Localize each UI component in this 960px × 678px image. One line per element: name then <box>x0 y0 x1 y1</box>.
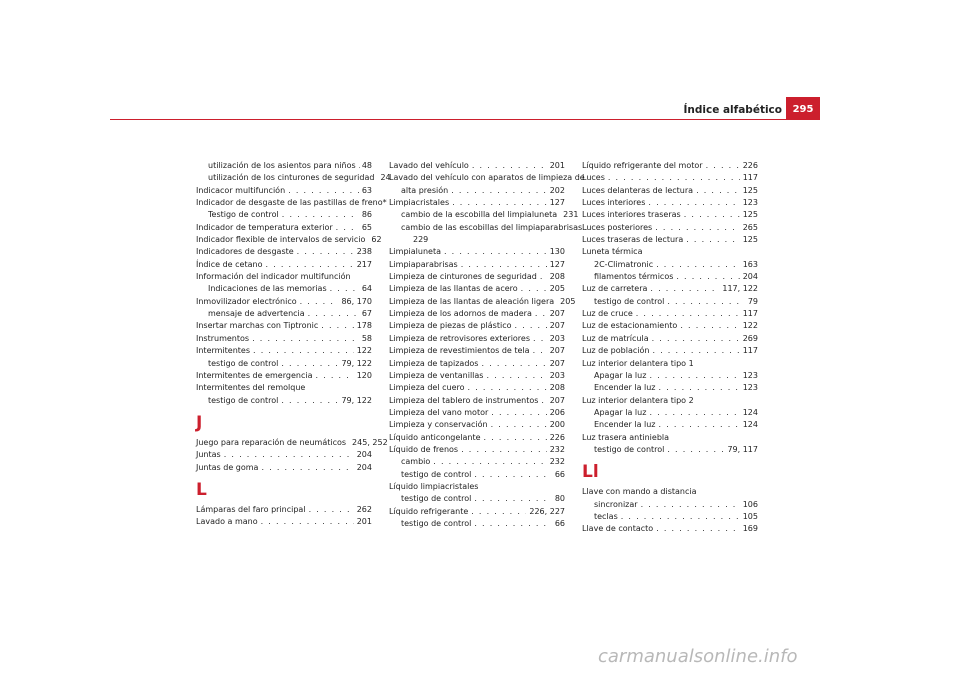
index-entry: Juntas . . . 204 <box>196 449 372 461</box>
index-entry: Luz de carretera . . . 117, 122 <box>582 283 758 295</box>
index-column-1 <box>196 160 391 529</box>
index-heading: Información del indicador multifunción <box>196 272 351 282</box>
index-page-ref: 229 <box>413 235 429 245</box>
index-heading: Lavado del vehículo con aparatos de limpieza de <box>389 173 585 183</box>
index-entry: Instrumentos . . . 58 <box>196 333 372 345</box>
index-heading: Luz trasera antiniebla <box>582 432 670 442</box>
section-letter-ll: Ll <box>582 462 599 483</box>
index-entry: Líquido anticongelante . . . 226 <box>389 432 565 444</box>
index-entry: Limpieza del tablero de instrumentos . . . 207 <box>389 395 565 407</box>
index-heading: Luneta térmica <box>582 247 643 257</box>
index-entry: Luces . . . 117 <box>582 172 758 184</box>
index-column-2 <box>389 160 588 530</box>
index-entry: cambio de la escobilla del limpialuneta 231 <box>401 210 579 220</box>
index-entry: Limpieza de ventanillas . . . 203 <box>389 370 565 382</box>
index-entry: testigo de control . . . 79 <box>582 296 758 308</box>
index-entry: utilización de los asientos para niños . . . 48 <box>196 160 372 172</box>
index-entry: Limpialuneta . . . 130 <box>389 246 565 258</box>
index-entry: Indicacor multifunción . . . 63 <box>196 185 372 197</box>
header-divider <box>110 119 820 120</box>
section-letter-l: L <box>196 479 207 500</box>
index-entry: Lámparas del faro principal . . . 262 <box>196 504 372 516</box>
index-entry: Luces traseras de lectura . . . 125 <box>582 234 758 246</box>
index-entry: testigo de control . . . 80 <box>389 493 565 505</box>
index-entry: Limpieza de retrovisores exteriores . . . 203 <box>389 333 565 345</box>
index-entry: Limpieza de piezas de plástico . . . 207 <box>389 320 565 332</box>
index-entry: Testigo de control . . . 86 <box>196 209 372 221</box>
index-column-3 <box>582 160 758 536</box>
index-entry: testigo de control . . . 66 <box>389 518 565 530</box>
index-entry: testigo de control . . . 79, 117 <box>582 444 758 456</box>
index-entry: Líquido refrigerante del motor . . . 226 <box>582 160 758 172</box>
index-entry: Luz de población . . . 117 <box>582 345 758 357</box>
index-entry: sincronizar . . . 106 <box>582 499 758 511</box>
index-entry: cambio . . . 232 <box>389 456 565 468</box>
index-entry: Indicaciones de las memorias . . . 64 <box>196 283 372 295</box>
index-entry: Intermitentes de emergencia . . . 120 <box>196 370 372 382</box>
index-entry: Limpieza de revestimientos de tela . . . 207 <box>389 345 565 357</box>
index-entry: Insertar marchas con Tiptronic . . . 178 <box>196 320 372 332</box>
index-entry: Líquido refrigerante . . . 226, 227 <box>389 506 565 518</box>
index-entry: Limpieza del cuero . . . 208 <box>389 382 565 394</box>
index-entry: 2C-Climatronic . . . 163 <box>582 259 758 271</box>
index-entry: Juego para reparación de neumáticos 245, 252 <box>196 437 388 447</box>
index-entry: Limpiaparabrisas . . . 127 <box>389 259 565 271</box>
index-entry: alta presión . . . 202 <box>389 185 565 197</box>
index-entry: Juntas de goma . . . 204 <box>196 462 372 474</box>
index-entry: Luz de cruce . . . 117 <box>582 308 758 320</box>
index-heading: Luz interior delantera tipo 2 <box>582 395 694 405</box>
index-entry: Apagar la luz . . . 124 <box>582 407 758 419</box>
section-letter-j: J <box>196 412 203 433</box>
index-heading: Intermitentes del remolque <box>196 383 306 393</box>
index-entry: testigo de control . . . 79, 122 <box>196 395 372 407</box>
index-entry: teclas . . . 105 <box>582 511 758 523</box>
index-entry: Intermitentes . . . 122 <box>196 345 372 357</box>
index-entry: Luz de estacionamiento . . . 122 <box>582 320 758 332</box>
page-header-title: Índice alfabético <box>683 104 782 116</box>
index-entry: Limpieza del vano motor . . . 206 <box>389 407 565 419</box>
index-entry: Limpieza de las llantas de acero . . . 205 <box>389 283 565 295</box>
index-entry: Luces interiores traseras . . . 125 <box>582 209 758 221</box>
index-entry: Limpieza de los adornos de madera . . . 207 <box>389 308 565 320</box>
index-entry: Encender la luz . . . 124 <box>582 419 758 431</box>
index-entry: Indicadores de desgaste . . . 238 <box>196 246 372 258</box>
index-entry: Inmovilizador electrónico . . . 86, 170 <box>196 296 372 308</box>
index-subentry: cambio de las escobillas del limpiaparabrisas . <box>401 222 588 232</box>
index-heading: Líquido limpiacristales <box>389 481 479 491</box>
index-entry: Limpieza de las llantas de aleación ligera 205 <box>389 296 576 306</box>
index-entry: utilización de los cinturones de seguridad 24 <box>208 173 391 183</box>
index-entry: Limpieza y conservación . . . 200 <box>389 419 565 431</box>
index-entry: testigo de control . . . 79, 122 <box>196 358 372 370</box>
index-entry: testigo de control . . . 66 <box>389 469 565 481</box>
index-entry: Limpieza de tapizados . . . 207 <box>389 358 565 370</box>
index-entry: Indicador flexible de intervalos de servicio 62 <box>196 235 382 245</box>
index-entry: Líquido de frenos . . . 232 <box>389 444 565 456</box>
index-entry: Luz de matrícula . . . 269 <box>582 333 758 345</box>
index-entry: Lavado a mano . . . 201 <box>196 516 372 528</box>
index-entry: Llave de contacto . . . 169 <box>582 523 758 535</box>
index-entry: Apagar la luz . . . 123 <box>582 370 758 382</box>
index-entry: Indicador de temperatura exterior . . . 65 <box>196 222 372 234</box>
page-number-badge: 295 <box>786 97 820 119</box>
index-entry: filamentos térmicos . . . 204 <box>582 271 758 283</box>
index-entry: Índice de cetano . . . 217 <box>196 259 372 271</box>
index-entry: mensaje de advertencia . . . 67 <box>196 308 372 320</box>
index-entry: Luces posteriores . . . 265 <box>582 222 758 234</box>
index-heading: Indicador de desgaste de las pastillas de freno* <box>196 198 387 208</box>
index-entry: Luces interiores . . . 123 <box>582 197 758 209</box>
index-entry: Limpiacristales . . . 127 <box>389 197 565 209</box>
index-entry: Luces delanteras de lectura . . . 125 <box>582 185 758 197</box>
index-heading: Llave con mando a distancia <box>582 487 697 497</box>
index-heading: Luz interior delantera tipo 1 <box>582 358 694 368</box>
index-entry: Limpieza de cinturones de seguridad . . . 208 <box>389 271 565 283</box>
index-entry: Encender la luz . . . 123 <box>582 382 758 394</box>
index-entry: Lavado del vehículo . . . 201 <box>389 160 565 172</box>
watermark-text: carmanualsonline.info <box>598 646 798 667</box>
